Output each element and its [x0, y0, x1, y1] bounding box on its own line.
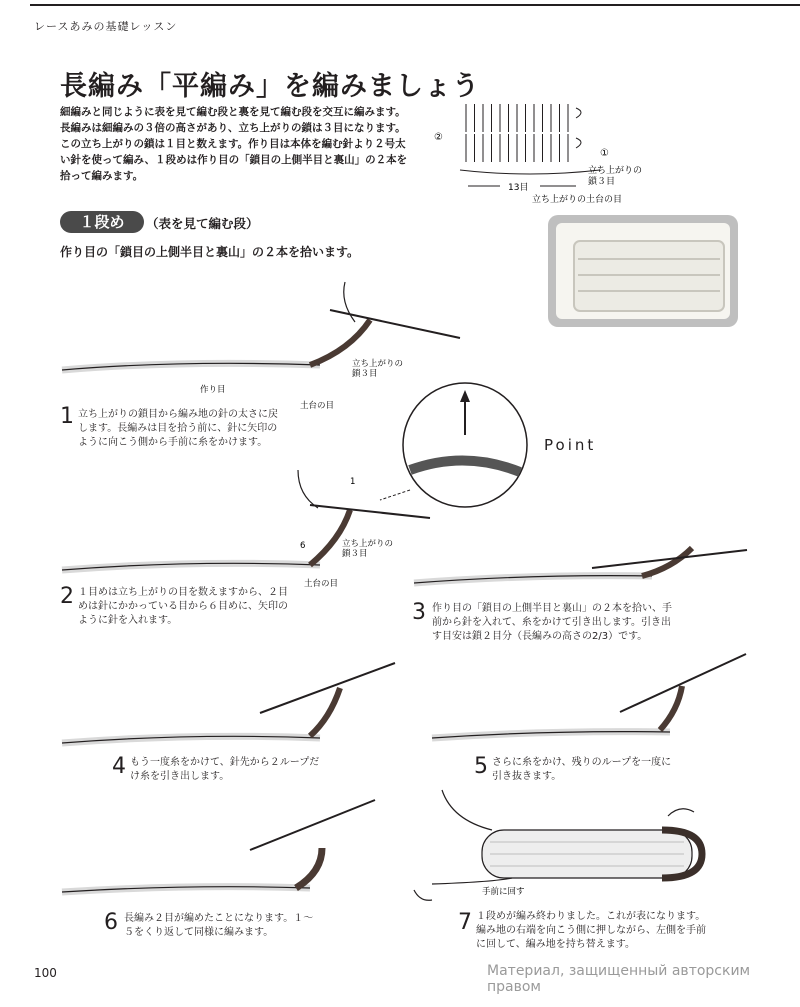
step-2-text: １目めは立ち上がりの目を数えますから、２目めは針にかかっている目から６目めに、矢印のように針を入れます。	[78, 587, 288, 626]
section-header: レースあみの基礎レッスン	[34, 20, 178, 33]
chart-stitch-count: 13目	[508, 183, 529, 193]
chart-base-label: 立ち上がりの土台の目	[532, 195, 623, 205]
fig1-base-label: 土台の目	[300, 401, 335, 411]
row-subtitle: （表を見て編む段）	[146, 216, 259, 231]
step-4-number: 4	[112, 754, 126, 779]
figure-4-illustration	[60, 658, 400, 753]
swatch-texture	[556, 223, 730, 319]
step-2-number: 2	[60, 584, 74, 609]
figure-7-illustration	[412, 790, 712, 905]
figure-2-illustration	[60, 470, 440, 590]
fig2-chain-label-1: 立ち上がりの	[342, 539, 394, 549]
watermark-text: Материал, защищенный авторским правом	[487, 963, 751, 995]
fig1-chain-label-1: 立ち上がりの	[352, 359, 404, 369]
step-6-text: 長編み２目が編めたことになります。１～５をくり返して同様に編みます。	[124, 913, 314, 938]
fig2-num-6: 6	[300, 541, 306, 551]
stitch-chart	[430, 98, 650, 208]
top-rule	[30, 4, 800, 6]
row-description: 作り目の「鎖目の上側半目と裏山」の２本を拾います。	[60, 245, 360, 259]
chart-row1-label: ①	[600, 148, 609, 159]
chart-chain-label-2: 鎖３目	[588, 177, 616, 187]
swatch-photo-inner	[556, 223, 730, 319]
step-6-number: 6	[104, 910, 118, 935]
chart-row2-label: ②	[434, 132, 443, 143]
row-badge: １段め	[60, 211, 144, 233]
step-1-text: 立ち上がりの鎖目から編み地の針の太さに戻します。長編みは目を拾う前に、針に矢印のように向こう側から手前に糸をかけます。	[78, 409, 278, 448]
step-7-text: １段めが編み終わりました。これが表になります。編み地の右端を向こう側に押しながら、左側を手前に回して、編み地を持ち替えます。	[476, 911, 706, 950]
swatch-photo	[548, 215, 738, 327]
figure-6-illustration	[60, 792, 380, 900]
fig2-base-label: 土台の目	[304, 579, 339, 589]
fig2-num-1: 1	[350, 477, 356, 487]
figure-5-illustration	[430, 650, 750, 750]
step-3-text: 作り目の「鎖目の上側半目と裏山」の２本を拾い、手前から針を入れて、糸をかけて引き出します。引き出す目安は鎖２目分（長編みの高さの2/3）です。	[432, 603, 672, 642]
step-5-text: さらに糸をかけ、残りのループを一度に引き抜きます。	[492, 757, 672, 782]
step-1-number: 1	[60, 404, 74, 429]
step-7-number: 7	[458, 910, 472, 935]
fig1-chain-label-2: 鎖３目	[352, 369, 378, 379]
step-5-number: 5	[474, 754, 488, 779]
page-number: 100	[34, 966, 57, 980]
intro-text: 細編みと同じように表を見て編む段と裏を見て編む段を交互に編みます。長編みは細編みの３倍の高さがあり、立ち上がりの鎖は３目になります。この立ち上がりの鎖は１目と数えます。作り目は本体を編む針より２号太い針を使って編み、１段めは作り目の「鎖目の上側半目と裏山」の２本を拾って編みます。	[60, 106, 408, 182]
fig1-foundation-label: 作り目	[200, 385, 226, 395]
page-title: 長編み「平編み」を編みましょう	[60, 71, 480, 102]
step-4-text: もう一度糸をかけて、針先から２ループだけ糸を引き出します。	[130, 757, 320, 782]
fig2-chain-label-2: 鎖３目	[342, 549, 368, 559]
chart-chain-label-1: 立ち上がりの	[588, 166, 643, 176]
step-3-number: 3	[412, 600, 426, 625]
figure-3-illustration	[412, 528, 752, 598]
point-label: Point	[544, 436, 597, 454]
fig7-turn-label: 手前に回す	[482, 887, 525, 897]
